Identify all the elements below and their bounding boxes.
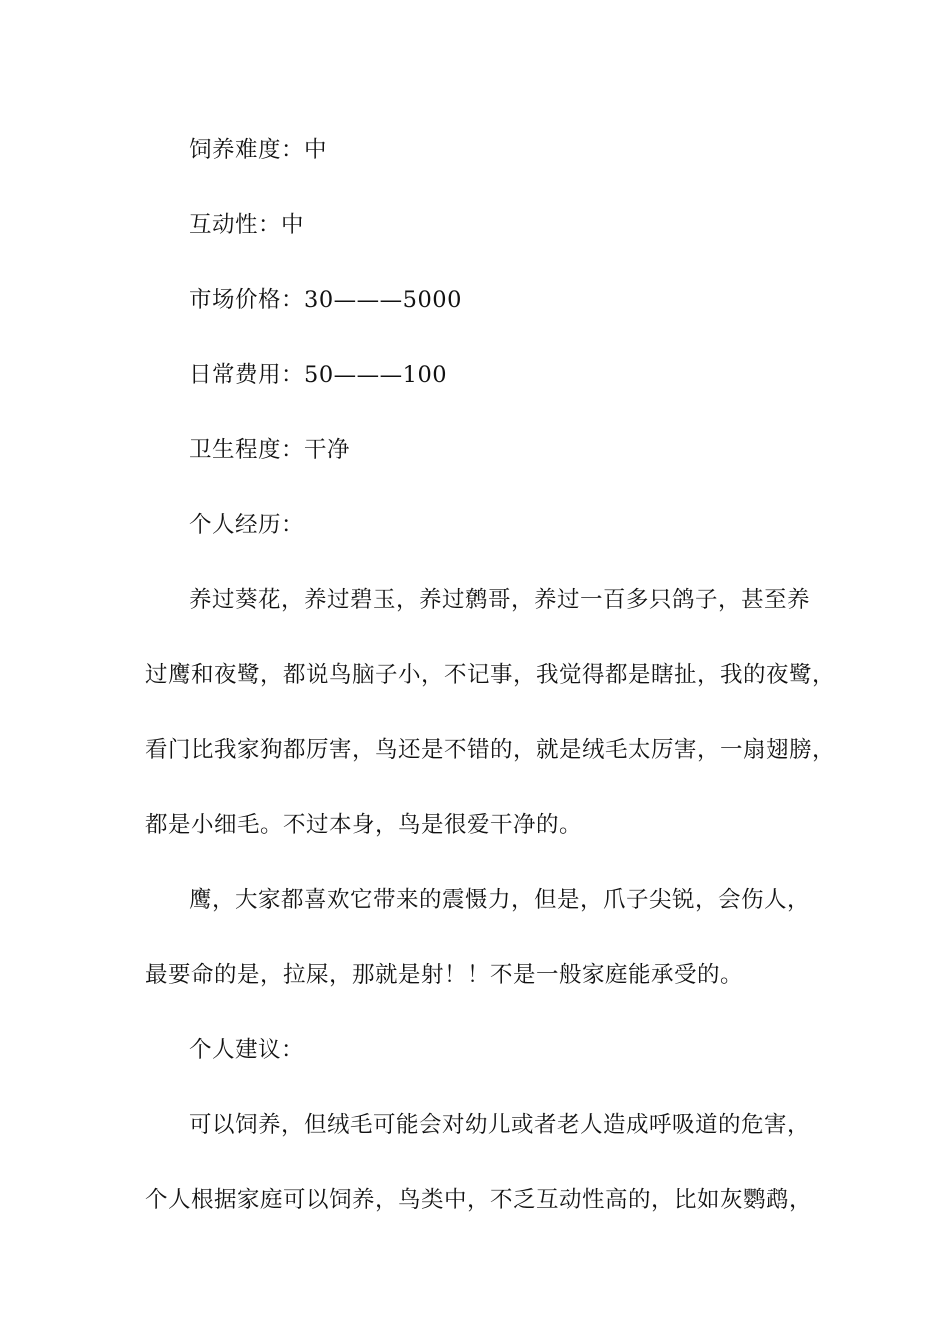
paragraph-line: 过鹰和夜鹭，都说鸟脑子小，不记事，我觉得都是瞎扯，我的夜鹭， [145, 662, 836, 688]
personal-advice-heading: 个人建议： [189, 1037, 305, 1063]
hygiene-line: 卫生程度：干净 [189, 437, 351, 463]
feeding-difficulty-line: 饲养难度：中 [189, 137, 328, 163]
market-price-line: 市场价格：30———5000 [189, 287, 462, 313]
paragraph-line: 可以饲养，但绒毛可能会对幼儿或者老人造成呼吸道的危害， [189, 1112, 811, 1138]
paragraph-line: 鹰，大家都喜欢它带来的震慑力，但是，爪子尖锐，会伤人， [189, 887, 811, 913]
interactivity-line: 互动性：中 [189, 212, 305, 238]
paragraph-line: 都是小细毛。不过本身，鸟是很爱干净的。 [145, 812, 583, 838]
paragraph-line: 看门比我家狗都厉害，鸟还是不错的，就是绒毛太厉害，一扇翅膀， [145, 737, 836, 763]
paragraph-line: 个人根据家庭可以饲养，鸟类中，不乏互动性高的，比如灰鹦鹉， [145, 1187, 813, 1213]
personal-experience-heading: 个人经历： [189, 512, 305, 538]
daily-cost-line: 日常费用：50———100 [189, 362, 448, 388]
paragraph-line: 养过葵花，养过碧玉，养过鹩哥，养过一百多只鸽子，甚至养 [189, 587, 811, 613]
paragraph-line: 最要命的是，拉屎，那就是射！！不是一般家庭能承受的。 [145, 962, 744, 988]
